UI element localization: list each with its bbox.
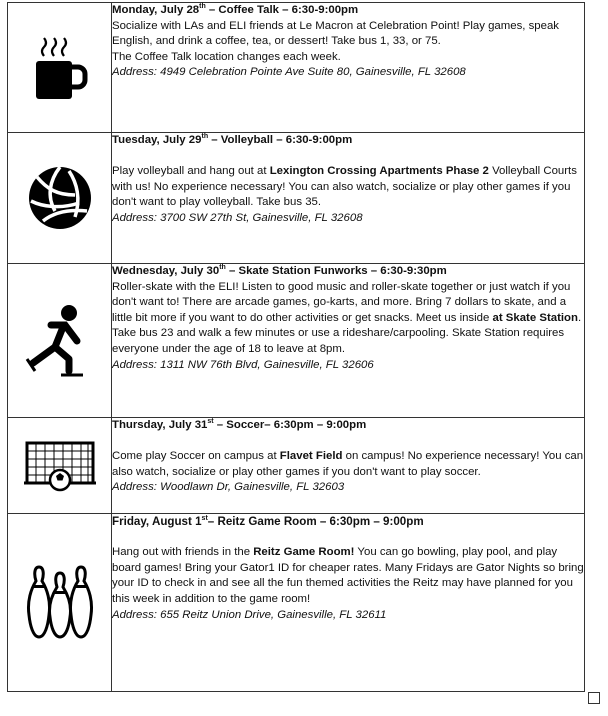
event-address: Address: 655 Reitz Union Drive, Gainesville, FL 32611 <box>112 608 387 621</box>
event-address: Address: 1311 NW 76th Blvd, Gainesville, FL 32606 <box>112 358 374 371</box>
event-details <box>112 3 585 133</box>
event-row-thursday <box>8 418 585 514</box>
schedule-table <box>7 2 585 692</box>
icon-cell <box>8 418 112 514</box>
event-details <box>112 133 585 264</box>
event-row-monday <box>8 3 585 133</box>
event-heading: Monday, July 28th – Coffee Talk – 6:30-9:00pm <box>112 3 359 16</box>
event-description: Socialize with LAs and ELI friends at Le Macron at Celebration Point! Play games, speak English, and drink a coffee, tea, or dessert! Take bus 1, 33, or 75. <box>112 19 560 48</box>
event-address: Address: 3700 SW 27th St, Gainesville, FL 32608 <box>112 211 363 224</box>
end-of-table-marker <box>588 692 600 704</box>
skater-icon <box>25 301 95 381</box>
location-name: Reitz Game Room! <box>253 546 355 559</box>
event-details <box>112 514 585 692</box>
event-details <box>112 418 585 514</box>
event-details <box>112 264 585 418</box>
location-name: Lexington Crossing Apartments Phase 2 <box>269 165 489 178</box>
icon-cell <box>8 133 112 264</box>
location-name: at Skate Station <box>492 311 578 324</box>
icon-cell <box>8 514 112 692</box>
event-note: The Coffee Talk location changes each week. <box>112 50 341 63</box>
event-description: Hang out with friends in the Reitz Game Room! You can go bowling, play pool, and play board games! Bring your Gator1 ID for cheaper rates. Many Fridays are Gator Nights so bring your ID to check in and see all the fun themed activities the Reitz may have planned for you this week in addition to the game room! <box>112 546 584 605</box>
event-row-friday <box>8 514 585 692</box>
bowling-pins-icon <box>25 563 95 643</box>
event-heading: Friday, August 1st– Reitz Game Room – 6:30pm – 9:00pm <box>112 515 424 528</box>
coffee-mug-icon <box>30 33 90 103</box>
event-description: Play volleyball and hang out at Lexington Crossing Apartments Phase 2 Volleyball Courts with us! No experience necessary! You can also watch, socialize or play other games if you don't want to play volleyball. Take bus 35. <box>112 165 577 209</box>
event-description: Roller-skate with the ELI! Listen to good music and roller-skate together or just watch if you don't want to! There are arcade games, go-karts, and more. Bring 7 dollars to skate, and a little bit more if you want to do other activities or get snacks. Meet us inside at Skate Station. Take bus 23 and walk a few minutes or use a rideshare/carpooling. Skate Station requires everyone under the age of 18 to leave at 8pm. <box>112 280 582 355</box>
event-row-wednesday <box>8 264 585 418</box>
location-name: Flavet Field <box>279 450 343 463</box>
event-row-tuesday <box>8 133 585 264</box>
event-heading: Tuesday, July 29th – Volleyball – 6:30-9:00pm <box>112 133 353 146</box>
soccer-goal-icon <box>24 440 96 492</box>
event-heading: Thursday, July 31st – Soccer– 6:30pm – 9:00pm <box>112 418 367 431</box>
event-address: Address: 4949 Celebration Pointe Ave Suite 80, Gainesville, FL 32608 <box>112 66 466 79</box>
event-description: Come play Soccer on campus at Flavet Field on campus! No experience necessary! You can also watch, socialize or play other games if you don't want to play soccer. <box>112 450 584 478</box>
event-heading: Wednesday, July 30th – Skate Station Funworks – 6:30-9:30pm <box>112 264 447 277</box>
volleyball-icon <box>27 165 93 231</box>
event-address: Address: Woodlawn Dr, Gainesville, FL 32603 <box>112 481 345 494</box>
icon-cell <box>8 264 112 418</box>
icon-cell <box>8 3 112 133</box>
